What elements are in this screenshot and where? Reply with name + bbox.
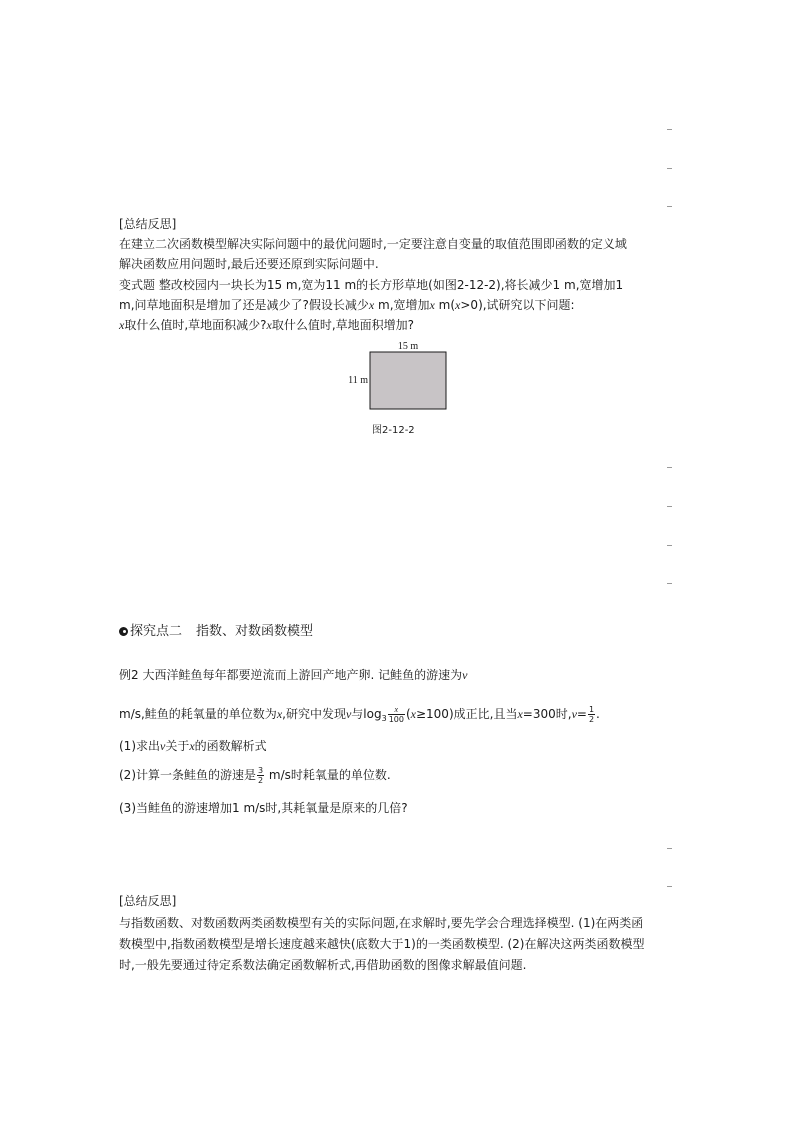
example-text: 与log: [351, 707, 382, 721]
summary-heading: [总结反思]: [119, 217, 177, 231]
fraction-numerator: 1: [588, 705, 595, 714]
margin-dash: [667, 168, 672, 169]
variant-text: >0),试研究以下问题:: [460, 298, 575, 312]
fraction-x-over-100: [388, 705, 405, 724]
section-bullet-icon: [119, 627, 128, 636]
variable-v: v: [462, 668, 468, 682]
example-line: [119, 703, 600, 727]
section-number: 探究点二: [130, 624, 183, 639]
margin-dash: [667, 886, 672, 887]
question-3: (3)当鲑鱼的游速增加1 m/s时,其耗氧量是原来的几倍?: [119, 801, 408, 815]
margin-dash: [667, 583, 672, 584]
margin-dash: [667, 545, 672, 546]
question-text: 的函数解析式: [194, 739, 267, 753]
summary-text-line: 数模型中,指数函数模型是增长速度越来越快(底数大于1)的一类函数模型. (2)在解决这两类函数模型: [119, 937, 645, 951]
lawn-rectangle: [370, 352, 446, 409]
example-text: m/s,鲑鱼的耗氧量的单位数为: [119, 707, 277, 721]
question-text: m/s时耗氧量的单位数.: [265, 768, 391, 782]
fraction-denominator: 2: [588, 715, 595, 724]
fraction-denominator: 100: [388, 715, 404, 724]
example-text: ≥100)成正比,且当: [415, 707, 518, 721]
variable-x: x: [368, 298, 375, 312]
question-1: [119, 738, 267, 754]
margin-dash: [667, 206, 672, 207]
variable-x: x: [266, 318, 272, 332]
log-base: 3: [381, 714, 387, 723]
variant-text: m,问草地面积是增加了还是减少了?假设长减少: [119, 298, 369, 312]
example-text: (: [405, 707, 411, 721]
example-text: =: [576, 707, 587, 721]
variable-x: x: [517, 707, 523, 721]
variable-x: x: [455, 298, 461, 312]
example-text: 例2 大西洋鲑鱼每年都要逆流而上游回产地产卵. 记鲑鱼的游速为: [119, 668, 463, 682]
question-text: (1)求出: [119, 739, 160, 753]
variant-text: 取什么值时,草地面积增加?: [271, 318, 415, 332]
variable-v: v: [160, 739, 166, 753]
section-title: [119, 624, 313, 640]
variant-problem-line: [119, 297, 575, 313]
variant-text: m(: [434, 298, 456, 312]
fraction-three-halves: [257, 766, 264, 785]
fraction-one-half: [588, 705, 595, 724]
variable-x: x: [119, 318, 125, 332]
variable-x: x: [189, 739, 195, 753]
figure-top-label: 15 m: [397, 341, 419, 352]
variable-x: x: [276, 707, 283, 721]
example-text: =300时,: [522, 707, 572, 721]
summary-text-line: 在建立二次函数模型解决实际问题中的最优问题时,一定要注意自变量的取值范围即函数的定义域: [119, 237, 627, 251]
variant-problem-line: [119, 317, 414, 333]
question-text: (2)计算一条鲑鱼的游速是: [119, 768, 256, 782]
variable-v: v: [571, 707, 577, 721]
variant-text: 变式题 整改校园内一块长为15 m,宽为11 m的长方形草地(如图2-12-2),将长减少1 m,宽增加1: [119, 278, 624, 292]
variant-problem-line: [119, 277, 623, 293]
section-name: 指数、对数函数模型: [196, 624, 314, 639]
summary-text-line: 时,一般先要通过待定系数法确定函数解析式,再借助函数的图像求解最值问题.: [119, 958, 527, 972]
margin-dash: [667, 848, 672, 849]
fraction-denominator: 2: [258, 776, 264, 785]
fraction-numerator: 3: [258, 766, 264, 775]
question-2: [119, 764, 391, 786]
margin-dash: [667, 506, 672, 507]
margin-dash: [667, 129, 672, 130]
example-line: [119, 667, 467, 683]
summary-text-line: 与指数函数、对数函数两类函数模型有关的实际问题,在求解时,要先学会合理选择模型. (1)在两类函: [119, 916, 644, 930]
summary-heading: [总结反思]: [119, 894, 177, 908]
variant-text: m,宽增加: [374, 298, 430, 312]
figure-caption: 图2-12-2: [372, 425, 415, 436]
variable-x: x: [429, 298, 435, 312]
variable-x: x: [410, 707, 416, 721]
margin-dash: [667, 467, 672, 468]
fraction-numerator: x: [388, 705, 405, 715]
summary-text-line: 解决函数应用问题时,最后还要还原到实际问题中.: [119, 257, 379, 271]
example-text: .: [596, 707, 600, 721]
variable-v: v: [345, 707, 352, 721]
question-text: 关于: [165, 739, 190, 753]
variant-text: 取什么值时,草地面积减少?: [124, 318, 267, 332]
example-text: ,研究中发现: [282, 707, 346, 721]
figure-left-label: 11 m: [348, 375, 368, 386]
